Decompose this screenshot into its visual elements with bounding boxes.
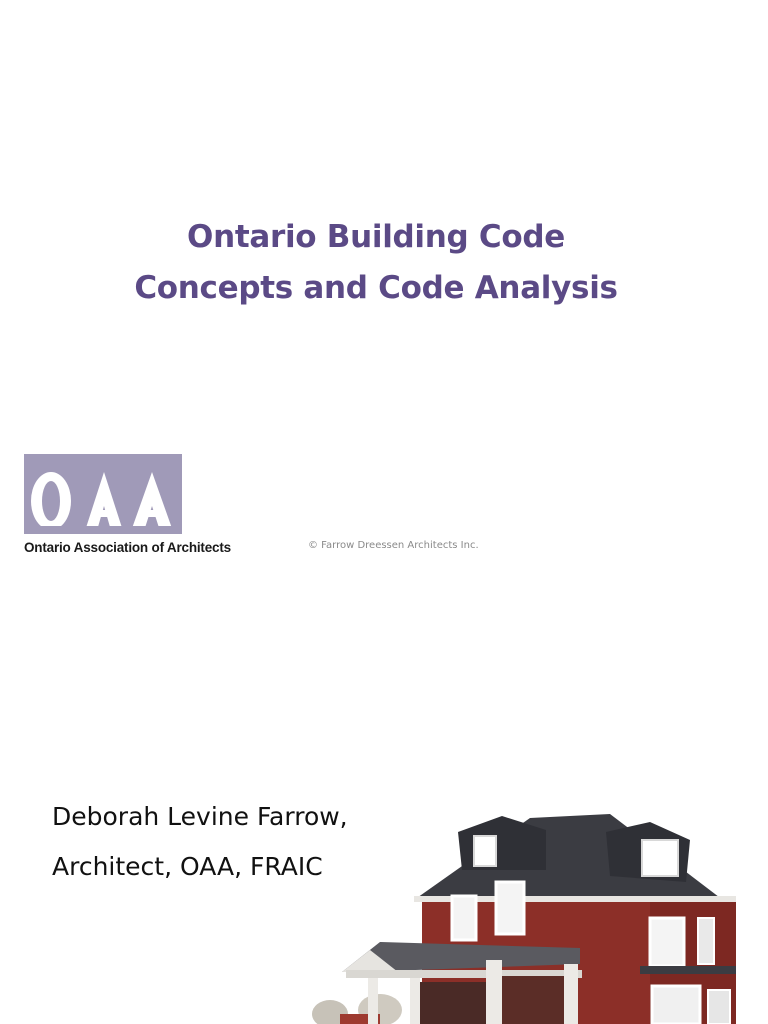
oaa-logo [24, 454, 264, 560]
title-line-1: Ontario Building Code [187, 219, 565, 255]
author-line-1: Deborah Levine Farrow, [52, 802, 348, 831]
slide-title [0, 212, 752, 314]
author-block [52, 792, 348, 892]
oaa-logo-mark [24, 454, 182, 534]
house-photo [310, 800, 768, 1024]
oaa-organization-name: Ontario Association of Architects [24, 540, 231, 555]
title-line-2: Concepts and Code Analysis [134, 270, 618, 306]
copyright-notice: © Farrow Dreessen Architects Inc. [308, 540, 479, 551]
author-line-2: Architect, OAA, FRAIC [52, 852, 323, 881]
